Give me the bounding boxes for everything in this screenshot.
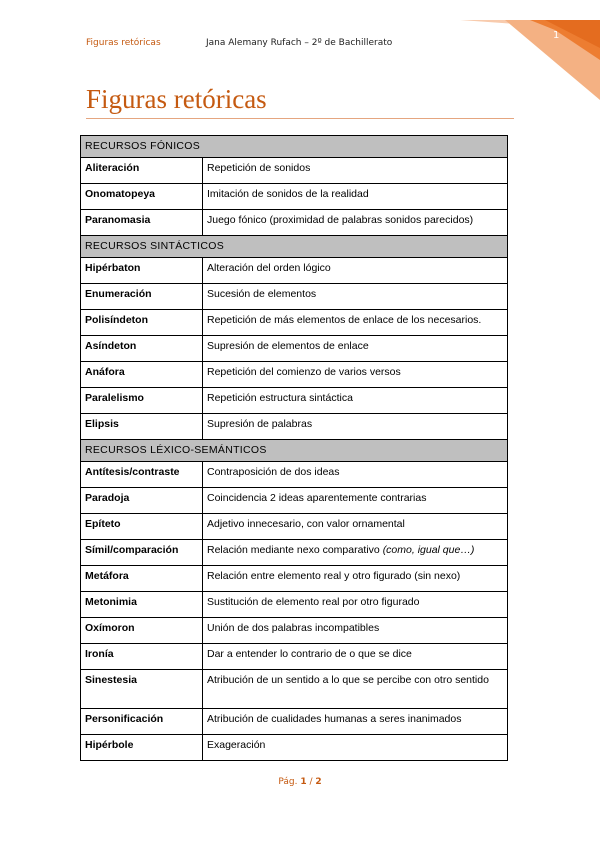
group-header-fonicos xyxy=(81,136,508,158)
definition-cell: Atribución de un sentido a lo que se percibe con otro sentido xyxy=(203,670,508,709)
definition-cell: Adjetivo innecesario, con valor ornamental xyxy=(203,514,508,540)
definition-cell xyxy=(203,540,508,566)
definition-cell: Repetición del comienzo de varios versos xyxy=(203,362,508,388)
table-row xyxy=(81,540,508,566)
definition-cell: Sustitución de elemento real por otro figurado xyxy=(203,592,508,618)
term-cell: Personificación xyxy=(81,709,203,735)
term-cell: Anáfora xyxy=(81,362,203,388)
group-header-sintacticos xyxy=(81,236,508,258)
definition-cell: Unión de dos palabras incompatibles xyxy=(203,618,508,644)
definition-cell: Repetición de más elementos de enlace de los necesarios. xyxy=(203,310,508,336)
page-footer xyxy=(0,777,600,787)
term-cell: Metáfora xyxy=(81,566,203,592)
group-header-lexico-semanticos xyxy=(81,440,508,462)
definition-cell: Supresión de elementos de enlace xyxy=(203,336,508,362)
term-cell: Metonimia xyxy=(81,592,203,618)
definition-cell: Relación entre elemento real y otro figurado (sin nexo) xyxy=(203,566,508,592)
page-title: Figuras retóricas xyxy=(86,84,267,114)
table-row xyxy=(81,258,508,284)
term-cell: Elipsis xyxy=(81,414,203,440)
table-row xyxy=(81,310,508,336)
table-row xyxy=(81,670,508,709)
definition-cell: Coincidencia 2 ideas aparentemente contrarias xyxy=(203,488,508,514)
group-heading: RECURSOS LÉXICO-SEMÁNTICOS xyxy=(81,440,508,462)
group-heading: RECURSOS FÓNICOS xyxy=(81,136,508,158)
table-row xyxy=(81,158,508,184)
table-row xyxy=(81,284,508,310)
table-row xyxy=(81,566,508,592)
corner-page-number: 1 xyxy=(553,30,560,41)
table-row xyxy=(81,709,508,735)
term-cell: Enumeración xyxy=(81,284,203,310)
term-cell: Paradoja xyxy=(81,488,203,514)
definition-cell: Exageración xyxy=(203,735,508,761)
figures-table xyxy=(80,135,508,761)
header-section-title: Figuras retóricas xyxy=(86,38,161,48)
term-cell: Polisíndeton xyxy=(81,310,203,336)
footer-current-page: 1 xyxy=(300,777,307,787)
term-cell: Oxímoron xyxy=(81,618,203,644)
definition-cell: Repetición estructura sintáctica xyxy=(203,388,508,414)
term-cell: Paranomasia xyxy=(81,210,203,236)
table-row xyxy=(81,592,508,618)
definition-cell: Alteración del orden lógico xyxy=(203,258,508,284)
table-row xyxy=(81,388,508,414)
definition-cell: Sucesión de elementos xyxy=(203,284,508,310)
definition-cell: Repetición de sonidos xyxy=(203,158,508,184)
term-cell: Hipérbole xyxy=(81,735,203,761)
table-row xyxy=(81,735,508,761)
table-row xyxy=(81,184,508,210)
table-row xyxy=(81,514,508,540)
term-cell: Sinestesia xyxy=(81,670,203,709)
term-cell: Aliteración xyxy=(81,158,203,184)
term-cell: Símil/comparación xyxy=(81,540,203,566)
definition-cell: Contraposición de dos ideas xyxy=(203,462,508,488)
term-cell: Epíteto xyxy=(81,514,203,540)
term-cell: Antítesis/contraste xyxy=(81,462,203,488)
term-cell: Paralelismo xyxy=(81,388,203,414)
definition-cell: Atribución de cualidades humanas a seres inanimados xyxy=(203,709,508,735)
table-row xyxy=(81,414,508,440)
footer-total-pages: 2 xyxy=(315,777,322,787)
term-cell: Ironía xyxy=(81,644,203,670)
definition-note: (como, igual que…) xyxy=(382,544,475,556)
table-row xyxy=(81,362,508,388)
definition-text: Relación mediante nexo comparativo xyxy=(207,544,380,556)
term-cell: Asíndeton xyxy=(81,336,203,362)
table-row xyxy=(81,336,508,362)
table-row xyxy=(81,210,508,236)
definition-cell: Juego fónico (proximidad de palabras sonidos parecidos) xyxy=(203,210,508,236)
definition-cell: Dar a entender lo contrario de o que se dice xyxy=(203,644,508,670)
table-row xyxy=(81,488,508,514)
term-cell: Hipérbaton xyxy=(81,258,203,284)
footer-separator: / xyxy=(309,777,313,787)
table-row xyxy=(81,462,508,488)
term-cell: Onomatopeya xyxy=(81,184,203,210)
group-heading: RECURSOS SINTÁCTICOS xyxy=(81,236,508,258)
definition-cell: Supresión de palabras xyxy=(203,414,508,440)
table-row xyxy=(81,644,508,670)
title-underline xyxy=(86,118,514,119)
definition-cell: Imitación de sonidos de la realidad xyxy=(203,184,508,210)
table-row xyxy=(81,618,508,644)
corner-decoration xyxy=(460,0,600,110)
header-author: Jana Alemany Rufach – 2º de Bachillerato xyxy=(206,38,393,48)
footer-prefix: Pág. xyxy=(278,777,298,787)
